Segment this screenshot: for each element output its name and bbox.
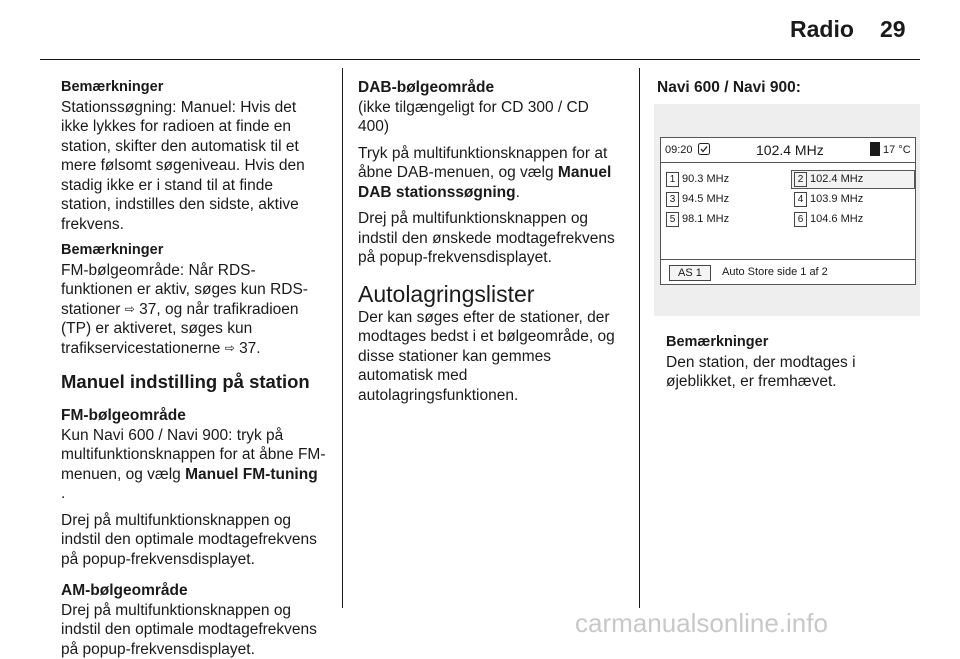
header-rule	[40, 59, 920, 60]
preset-4[interactable]: 4 103.9 MHz	[794, 192, 863, 207]
watermark: carmanualsonline.info	[575, 608, 828, 639]
reference-arrow-icon: ⇨	[125, 302, 135, 316]
column-3	[657, 78, 927, 98]
subheading-dab: DAB-bølgeområde	[358, 78, 623, 98]
fm-body: Kun Navi 600 / Navi 900: tryk på multifunktionsknappen for at åbne FM-menuen, og vælg Manuel FM-tuning .	[61, 426, 326, 504]
note-body: Den station, der modtages i øjeblikket, er fremhævet.	[666, 353, 926, 392]
note-body: Stationssøgning: Manuel: Hvis det ikke lykkes for radioen at finde en station, skifter den automatisk til et mere følsomt søgeniveau. Hvis den stadig ikke er i stand til at finde station, indstilles den sidste, aktive frekvens.	[61, 98, 326, 235]
note-heading: Bemærkninger	[61, 78, 326, 98]
radio-screen	[660, 137, 916, 285]
current-frequency: 102.4 MHz	[756, 142, 824, 158]
preset-2[interactable]: 2 102.4 MHz	[791, 170, 915, 189]
page-header-title: Radio	[790, 16, 854, 43]
am-body: Drej på multifunktionsknappen og indstil den optimale modtagefrekvens på popup-frekvensdisplayet.	[61, 601, 326, 659]
dab-body-2: Drej på multifunktionsknappen og indstil den ønskede modtagefrekvens på popup-frekvensdisplayet.	[358, 209, 623, 268]
subheading-navi: Navi 600 / Navi 900:	[657, 78, 927, 98]
autostore-label: Auto Store side 1 af 2	[722, 266, 828, 278]
column-divider-2	[639, 68, 640, 608]
note-heading: Bemærkninger	[666, 333, 926, 353]
preset-6[interactable]: 6 104.6 MHz	[794, 212, 863, 227]
autostore-button[interactable]: AS 1	[669, 265, 711, 281]
fm-body-2: Drej på multifunktionsknappen og indstil den optimale modtagefrekvens på popup-frekvensdisplayet.	[61, 511, 326, 570]
column-1	[61, 78, 326, 659]
note-heading: Bemærkninger	[61, 241, 326, 261]
autostore-bar	[661, 259, 915, 285]
subheading-fm: FM-bølgeområde	[61, 406, 326, 426]
page-number: 29	[880, 16, 906, 43]
status-bar	[661, 138, 915, 163]
temperature-icon	[870, 142, 880, 156]
clock-time: 09:20	[665, 144, 693, 156]
preset-3[interactable]: 3 94.5 MHz	[666, 192, 729, 207]
note-body: FM-bølgeområde: Når RDS-funktionen er aktiv, søges kun RDS-stationer ⇨ 37, og når trafikradioen (TP) er aktiveret, søges kun trafikservicestationerne ⇨ 37.	[61, 261, 326, 359]
preset-5[interactable]: 5 98.1 MHz	[666, 212, 729, 227]
auto-body: Der kan søges efter de stationer, der modtages bedst i et bølgeområde, og disse stationer kan gemmes automatisk med autolagringsfunktionen.	[358, 308, 623, 406]
subheading-am: AM-bølgeområde	[61, 581, 326, 601]
column-divider-1	[342, 68, 343, 608]
preset-1[interactable]: 1 90.3 MHz	[666, 172, 729, 187]
clock-icon	[698, 143, 710, 155]
section-title: Manuel indstilling på station	[61, 370, 326, 394]
section-title-autolagring: Autolagringslister	[358, 280, 623, 308]
radio-display-illustration	[654, 104, 920, 316]
dab-body: Tryk på multifunktionsknappen for at åbne DAB-menuen, og vælg Manuel DAB stationssøgning.	[358, 144, 623, 203]
dab-note: (ikke tilgængeligt for CD 300 / CD 400)	[358, 98, 623, 137]
reference-arrow-icon: ⇨	[225, 341, 235, 355]
column-2	[358, 78, 623, 405]
column-3-note	[666, 333, 926, 392]
temperature: 17 °C	[883, 144, 911, 156]
